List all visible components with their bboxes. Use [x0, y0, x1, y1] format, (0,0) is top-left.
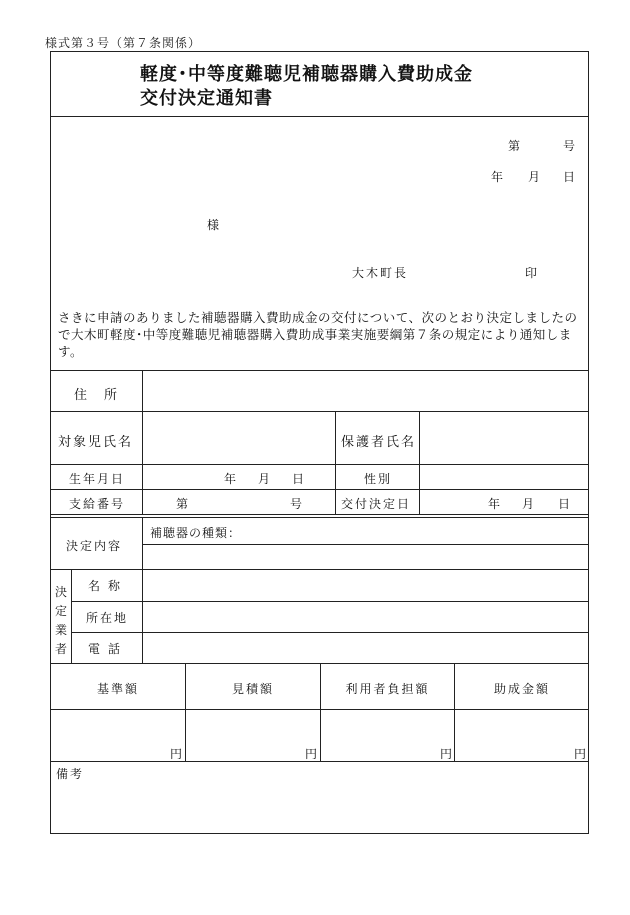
table-rule [185, 663, 186, 761]
date-day-label: 日 [563, 170, 578, 184]
decision-date-label: 交付決定日 [341, 497, 412, 511]
decision-month-label: 月 [522, 497, 537, 511]
vendor-address-label: 所在地 [86, 611, 129, 625]
divider [50, 116, 589, 117]
amount-header-subsidy: 助成金額 [493, 682, 550, 696]
address-label: 住 所 [74, 388, 120, 403]
table-rule [142, 370, 143, 514]
payment-number-label: 支給番号 [69, 497, 126, 511]
vendor-name-label: 名称 [88, 579, 129, 593]
table-rule [142, 517, 143, 663]
birth-month-label: 月 [258, 472, 273, 486]
yen-unit-estimate: 円 [305, 747, 320, 761]
remarks-label: 備考 [56, 767, 85, 781]
document-title-line2: 交付決定通知書 [140, 88, 273, 109]
gender-label: 性別 [364, 472, 393, 486]
table-rule [71, 632, 589, 633]
table-rule [71, 601, 589, 602]
form-number: 様式第３号（第７条関係） [45, 36, 202, 50]
recipient-honorific: 様 [207, 218, 222, 232]
seal-label: 印 [525, 266, 540, 280]
document-title-line1: 軽度･中等度難聴児補聴器購入費助成金 [140, 64, 473, 85]
table-rule [71, 569, 72, 663]
number-dai-label: 第 [508, 139, 523, 153]
table-rule [50, 514, 589, 515]
decision-year-label: 年 [488, 497, 503, 511]
decision-day-label: 日 [558, 497, 573, 511]
amount-header-user-burden: 利用者負担額 [345, 682, 430, 696]
table-rule [50, 489, 589, 490]
decision-content-label: 決定内容 [66, 539, 123, 553]
table-rule [142, 544, 589, 545]
vendor-phone-label: 電話 [88, 642, 129, 656]
amount-header-standard: 基準額 [96, 682, 139, 696]
table-rule [50, 370, 589, 371]
table-rule [50, 464, 589, 465]
table-rule [50, 411, 589, 412]
device-type-label: 補聴器の種類： [150, 526, 242, 540]
birth-date-label: 生年月日 [69, 472, 126, 486]
date-month-label: 月 [528, 170, 543, 184]
payment-go-label: 号 [290, 497, 305, 511]
amount-header-estimate: 見積額 [231, 682, 274, 696]
table-rule [419, 411, 420, 514]
table-rule [50, 569, 589, 570]
table-rule [335, 411, 336, 514]
table-rule [50, 761, 589, 762]
notice-text: さきに申請のありました補聴器購入費助成金の交付について、次のとおり決定しましたので大木町軽度･中等度難聴児補聴器購入費助成事業実施要綱第７条の規定により通知します。 [58, 310, 578, 359]
payment-dai-label: 第 [176, 497, 191, 511]
guardian-name-label: 保護者氏名 [341, 435, 417, 450]
yen-unit-user-burden: 円 [440, 747, 455, 761]
table-rule [454, 663, 455, 761]
table-rule [50, 517, 589, 518]
mayor-label: 大木町長 [352, 266, 409, 280]
date-year-label: 年 [491, 170, 506, 184]
yen-unit-standard: 円 [170, 747, 185, 761]
yen-unit-subsidy: 円 [574, 747, 589, 761]
child-name-label: 対象児氏名 [58, 435, 134, 450]
birth-day-label: 日 [292, 472, 307, 486]
birth-year-label: 年 [224, 472, 239, 486]
vendor-label: 決定業者 [54, 585, 67, 656]
table-rule [320, 663, 321, 761]
number-go-label: 号 [563, 139, 578, 153]
